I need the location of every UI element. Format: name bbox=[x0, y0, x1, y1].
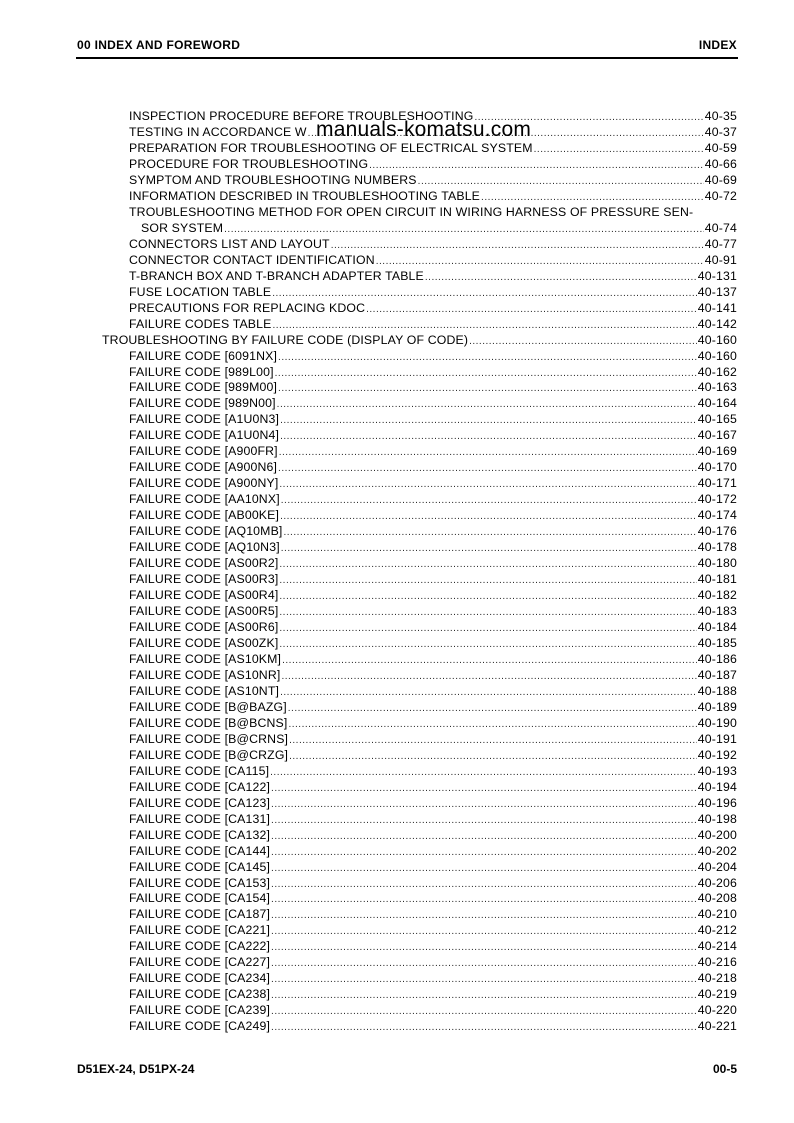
toc-entry-page[interactable]: 40-137 bbox=[697, 284, 737, 299]
toc-entry-title: FAILURE CODE [989L00] bbox=[129, 364, 274, 379]
toc-entry-page[interactable]: 40-198 bbox=[697, 811, 737, 826]
dot-leader bbox=[288, 717, 696, 733]
dot-leader bbox=[481, 190, 704, 206]
toc-entry-line bbox=[129, 189, 737, 206]
toc-entry[interactable] bbox=[0, 971, 794, 987]
toc-entry-line bbox=[129, 237, 737, 254]
toc-entry[interactable] bbox=[0, 412, 794, 428]
toc-entry-title: FAILURE CODE [CA123] bbox=[129, 795, 271, 810]
toc-entry-title: FAILURE CODE [CA115] bbox=[129, 763, 270, 778]
toc-entry-line bbox=[129, 157, 737, 174]
toc-entry-title: CONNECTOR CONTACT IDENTIFICATION bbox=[129, 252, 375, 267]
dot-leader bbox=[272, 286, 697, 302]
toc-entry[interactable] bbox=[0, 668, 794, 684]
toc-entry-line bbox=[129, 876, 737, 893]
toc-entry[interactable] bbox=[0, 955, 794, 971]
toc-entry-page[interactable]: 40-190 bbox=[697, 715, 737, 730]
toc-entry-title: FAILURE CODE [AS00R4] bbox=[129, 588, 279, 603]
toc-entry-page[interactable]: 40-183 bbox=[697, 604, 737, 619]
toc-entry-title: PROCEDURE FOR TROUBLESHOOTING bbox=[129, 156, 369, 171]
dot-leader bbox=[279, 621, 696, 637]
toc-entry-page[interactable]: 40-214 bbox=[697, 939, 737, 954]
toc-entry-line bbox=[129, 907, 737, 924]
toc-entry[interactable] bbox=[0, 1003, 794, 1019]
toc-entry-line bbox=[129, 1003, 737, 1020]
toc-entry-line bbox=[129, 380, 737, 397]
dot-leader bbox=[279, 477, 696, 493]
toc-entry-page[interactable]: 40-174 bbox=[697, 508, 737, 523]
toc-entry-title: FAILURE CODE [A900N6] bbox=[129, 460, 278, 475]
toc-entry-line bbox=[129, 444, 737, 461]
toc-entry-page[interactable]: 40-160 bbox=[697, 332, 737, 347]
toc-entry[interactable] bbox=[0, 700, 794, 716]
toc-entry-title: FAILURE CODE [CA227] bbox=[129, 955, 271, 970]
dot-leader bbox=[279, 589, 696, 605]
toc-entry-title: FAILURE CODE [989N00] bbox=[129, 396, 276, 411]
toc-entry-line bbox=[129, 572, 737, 589]
dot-leader bbox=[281, 541, 697, 557]
toc-entry-line bbox=[129, 396, 737, 413]
toc-entry-page[interactable]: 40-185 bbox=[697, 635, 737, 650]
toc-entry-page[interactable]: 40-162 bbox=[697, 364, 737, 379]
dot-leader bbox=[277, 397, 697, 413]
dot-leader bbox=[271, 988, 697, 1004]
toc-entry-line bbox=[129, 205, 737, 221]
toc-entry-title: FAILURE CODE [CA249] bbox=[129, 1019, 271, 1034]
toc-entry-line bbox=[129, 620, 737, 637]
toc-entry-title: FAILURE CODE [B@CRNS] bbox=[129, 731, 289, 746]
toc-entry-page[interactable]: 40-216 bbox=[697, 955, 737, 970]
dot-leader bbox=[279, 573, 696, 589]
header-section-title: 00 INDEX AND FOREWORD bbox=[77, 38, 241, 52]
dot-leader bbox=[271, 892, 697, 908]
toc-entry-line bbox=[129, 365, 737, 382]
dot-leader bbox=[280, 413, 697, 429]
toc-entry[interactable] bbox=[0, 780, 794, 796]
toc-entry-title: FAILURE CODE [CA153] bbox=[129, 875, 271, 890]
toc-entry-line bbox=[129, 556, 737, 573]
toc-entry-line bbox=[129, 636, 737, 653]
toc-entry-line bbox=[129, 349, 737, 366]
dot-leader bbox=[282, 653, 697, 669]
toc-entry-line bbox=[129, 524, 737, 541]
dot-leader bbox=[278, 381, 697, 397]
toc-entry[interactable] bbox=[0, 524, 794, 540]
dot-leader bbox=[288, 701, 697, 717]
dot-leader bbox=[271, 845, 697, 861]
toc-entry[interactable] bbox=[0, 508, 794, 524]
toc-entry-title: FAILURE CODE [989M00] bbox=[129, 380, 278, 395]
toc-entry[interactable] bbox=[0, 444, 794, 460]
toc-entry-page[interactable]: 40-131 bbox=[697, 268, 737, 283]
dot-leader bbox=[278, 461, 697, 477]
toc-entry-line bbox=[129, 604, 737, 621]
toc-entry-page[interactable]: 40-35 bbox=[704, 109, 737, 123]
toc-entry-title: FAILURE CODE [CA222] bbox=[129, 939, 271, 954]
dot-leader bbox=[270, 765, 697, 781]
toc-entry-line bbox=[129, 1019, 737, 1036]
dot-leader bbox=[278, 350, 697, 366]
toc-entry-line bbox=[129, 508, 737, 525]
toc-entry[interactable] bbox=[0, 285, 794, 301]
toc-entry[interactable] bbox=[0, 556, 794, 572]
header-page-title: INDEX bbox=[698, 38, 737, 52]
toc-entry-page[interactable]: 40-206 bbox=[697, 875, 737, 890]
toc-entry[interactable] bbox=[0, 860, 794, 876]
toc-entry[interactable] bbox=[0, 588, 794, 604]
dot-leader bbox=[271, 1020, 697, 1036]
toc-entry-title: INFORMATION DESCRIBED IN TROUBLESHOOTING TABLE bbox=[129, 188, 481, 203]
toc-entry-line bbox=[141, 221, 737, 238]
toc-entry-title: FAILURE CODE [A900NY] bbox=[129, 476, 279, 491]
toc-entry[interactable] bbox=[0, 828, 794, 844]
dot-leader bbox=[369, 158, 704, 174]
toc-entry[interactable] bbox=[0, 237, 794, 253]
toc-entry[interactable] bbox=[0, 876, 794, 892]
toc-entry-page[interactable]: 40-193 bbox=[697, 763, 737, 778]
toc-entry-title: FAILURE CODE [AS00R5] bbox=[129, 604, 279, 619]
toc-entry[interactable] bbox=[0, 684, 794, 700]
toc-entry[interactable] bbox=[0, 907, 794, 923]
toc-entry-line bbox=[129, 955, 737, 972]
toc-entry-page[interactable]: 40-200 bbox=[697, 827, 737, 842]
toc-entry-page[interactable]: 40-172 bbox=[697, 492, 737, 507]
toc-entry-line bbox=[129, 173, 737, 190]
dot-leader bbox=[273, 318, 697, 334]
toc-entry-page[interactable]: 40-189 bbox=[697, 699, 737, 714]
toc-entry-line bbox=[129, 412, 737, 429]
toc-entry[interactable] bbox=[0, 891, 794, 907]
toc-entry-line bbox=[129, 812, 737, 829]
toc-entry-page[interactable]: 40-184 bbox=[697, 620, 737, 634]
toc-entry-line bbox=[129, 764, 737, 781]
toc-entry[interactable] bbox=[0, 636, 794, 652]
dot-leader bbox=[280, 685, 697, 701]
dot-leader bbox=[271, 829, 697, 845]
toc-entry-title: CONNECTORS LIST AND LAYOUT bbox=[129, 236, 330, 251]
toc-entry[interactable] bbox=[0, 205, 794, 221]
dot-leader bbox=[271, 956, 697, 972]
toc-entry-title: FAILURE CODE [AS10KM] bbox=[129, 651, 282, 666]
dot-leader bbox=[281, 669, 696, 685]
toc-entry-title: FAILURE CODE [AS10NT] bbox=[129, 683, 280, 698]
toc-entry-page[interactable]: 40-192 bbox=[697, 747, 737, 762]
toc-entry[interactable] bbox=[0, 572, 794, 588]
toc-entry-page[interactable]: 40-204 bbox=[697, 859, 737, 874]
dot-leader bbox=[271, 940, 697, 956]
toc-entry-title: FAILURE CODE [6091NX] bbox=[129, 348, 278, 363]
toc-entry[interactable] bbox=[0, 652, 794, 668]
toc-entry-page[interactable]: 40-191 bbox=[697, 731, 737, 746]
toc-entry-line bbox=[102, 333, 737, 350]
dot-leader bbox=[289, 749, 697, 765]
toc-entry-page[interactable]: 40-167 bbox=[697, 428, 737, 443]
toc-entry-page[interactable]: 40-182 bbox=[697, 588, 737, 603]
toc-entry-line bbox=[129, 860, 737, 877]
toc-entry-title: FAILURE CODE [CA122] bbox=[129, 779, 271, 794]
dot-leader bbox=[284, 525, 697, 541]
dot-leader bbox=[280, 429, 697, 445]
toc-entry-page[interactable]: 40-180 bbox=[697, 556, 737, 571]
toc-entry[interactable] bbox=[0, 141, 794, 157]
toc-entry-line bbox=[129, 317, 737, 334]
toc-entry-page[interactable]: 40-72 bbox=[704, 188, 737, 203]
toc-entry[interactable] bbox=[0, 253, 794, 269]
toc-entry[interactable] bbox=[0, 476, 794, 492]
toc-entry-page[interactable]: 40-160 bbox=[697, 348, 737, 363]
toc-entry[interactable] bbox=[0, 380, 794, 396]
dot-leader bbox=[376, 254, 704, 270]
toc-entry-title: FAILURE CODE [AS10NR] bbox=[129, 667, 281, 682]
toc-entry-page[interactable]: 40-170 bbox=[697, 460, 737, 475]
toc-entry-page[interactable]: 40-171 bbox=[697, 476, 737, 491]
dot-leader bbox=[469, 334, 697, 350]
dot-leader bbox=[271, 797, 697, 813]
toc-entry-page[interactable]: 40-208 bbox=[697, 891, 737, 906]
toc-entry[interactable] bbox=[0, 157, 794, 173]
toc-entry-page[interactable]: 40-219 bbox=[697, 987, 737, 1002]
toc-entry-page[interactable]: 40-176 bbox=[697, 524, 737, 539]
toc-entry-page[interactable]: 40-141 bbox=[697, 300, 737, 315]
toc-entry-line bbox=[129, 971, 737, 988]
toc-entry-title: FAILURE CODE [CA154] bbox=[129, 891, 271, 906]
toc-entry-line bbox=[129, 923, 737, 940]
toc-entry-page[interactable]: 40-202 bbox=[697, 843, 737, 858]
toc-entry-title: FAILURE CODE [CA131] bbox=[129, 811, 271, 826]
toc-entry-title: FAILURE CODE [B@BAZG] bbox=[129, 699, 287, 714]
toc-entry-line bbox=[129, 939, 737, 956]
toc-entry-line bbox=[129, 700, 737, 717]
toc-entry-title-continued: SOR SYSTEM bbox=[141, 220, 224, 235]
toc-entry[interactable] bbox=[0, 604, 794, 620]
toc-entry-title: FAILURE CODE [CA187] bbox=[129, 907, 271, 922]
toc-entry-line bbox=[129, 540, 737, 557]
toc-entry-title: FAILURE CODE [B@BCNS] bbox=[129, 715, 288, 730]
toc-entry[interactable] bbox=[0, 301, 794, 317]
toc-entry[interactable] bbox=[0, 540, 794, 556]
toc-entry-line bbox=[129, 285, 737, 302]
toc-entry-page[interactable]: 40-66 bbox=[704, 156, 737, 171]
toc-entry-title: FAILURE CODE [A1U0N4] bbox=[129, 428, 280, 443]
toc-entry-line bbox=[129, 476, 737, 493]
toc-entry-page[interactable]: 40-37 bbox=[704, 124, 737, 139]
toc-entry[interactable] bbox=[0, 939, 794, 955]
toc-entry-line bbox=[129, 668, 737, 685]
toc-entry[interactable] bbox=[0, 748, 794, 764]
dot-leader bbox=[224, 222, 704, 238]
toc-entry-line bbox=[129, 588, 737, 605]
toc-entry-title: FAILURE CODE [CA221] bbox=[129, 923, 271, 938]
toc-entry[interactable] bbox=[0, 796, 794, 812]
toc-entry-title: FAILURE CODE [CA145] bbox=[129, 859, 271, 874]
dot-leader bbox=[280, 509, 697, 525]
toc-entry-page[interactable]: 40-165 bbox=[697, 412, 737, 427]
toc-entry[interactable] bbox=[0, 173, 794, 189]
dot-leader bbox=[331, 238, 704, 254]
toc-entry-title: TROUBLESHOOTING BY FAILURE CODE (DISPLAY OF CODE) bbox=[102, 332, 469, 347]
dot-leader bbox=[279, 445, 697, 461]
dot-leader bbox=[275, 366, 697, 382]
toc-entry[interactable] bbox=[0, 812, 794, 828]
toc-entry-title: FAILURE CODE [B@CRZG] bbox=[129, 747, 289, 762]
toc-entry-page[interactable]: 40-163 bbox=[697, 380, 737, 395]
toc-entry-page[interactable]: 40-196 bbox=[697, 795, 737, 810]
toc-entry-title: INSPECTION PROCEDURE BEFORE TROUBLESHOOTING bbox=[129, 109, 474, 123]
toc-entry-title: PREPARATION FOR TROUBLESHOOTING OF ELECTRICAL SYSTEM bbox=[129, 140, 533, 155]
footer-page-number: 00-5 bbox=[712, 1062, 737, 1076]
toc-entry-title: FAILURE CODE [AS00ZK] bbox=[129, 635, 279, 650]
toc-entry-page[interactable]: 40-142 bbox=[697, 316, 737, 331]
dot-leader bbox=[271, 813, 697, 829]
toc-entry-title: FAILURE CODES TABLE bbox=[129, 316, 272, 331]
dot-leader bbox=[271, 908, 697, 924]
toc-entry[interactable] bbox=[0, 987, 794, 1003]
toc-entry-line bbox=[129, 141, 737, 158]
toc-entry-page[interactable]: 40-210 bbox=[697, 907, 737, 922]
toc-entry-line bbox=[129, 732, 737, 749]
toc-entry-title: FAILURE CODE [AS00R2] bbox=[129, 556, 279, 571]
dot-leader bbox=[366, 302, 697, 318]
toc-entry[interactable] bbox=[0, 317, 794, 333]
toc-entry-title: FAILURE CODE [AQ10MB] bbox=[129, 524, 283, 539]
dot-leader bbox=[271, 877, 697, 893]
toc-entry-page[interactable]: 40-181 bbox=[697, 572, 737, 587]
watermark: manuals-komatsu.com bbox=[316, 118, 532, 141]
toc-entry-line bbox=[129, 748, 737, 765]
toc-entry-title: FAILURE CODE [CA144] bbox=[129, 843, 271, 858]
toc-entry-page[interactable]: 40-59 bbox=[704, 140, 737, 155]
toc-entry-page[interactable]: 40-77 bbox=[704, 236, 737, 251]
toc-entry-page[interactable]: 40-74 bbox=[704, 220, 737, 235]
toc-entry-line bbox=[129, 428, 737, 445]
toc-entry-continuation[interactable] bbox=[0, 221, 794, 237]
toc-entry[interactable] bbox=[0, 460, 794, 476]
table-of-contents bbox=[0, 109, 794, 1035]
toc-entry[interactable] bbox=[0, 844, 794, 860]
toc-entry-title: T-BRANCH BOX AND T-BRANCH ADAPTER TABLE bbox=[129, 268, 424, 283]
toc-entry-title: TROUBLESHOOTING METHOD FOR OPEN CIRCUIT IN WIRING HARNESS OF PRESSURE SEN- bbox=[129, 204, 694, 219]
dot-leader bbox=[425, 270, 697, 286]
toc-entry-title: FAILURE CODE [AA10NX] bbox=[129, 492, 280, 507]
dot-leader bbox=[418, 174, 704, 190]
toc-entry-title: FAILURE CODE [AQ10N3] bbox=[129, 540, 280, 555]
toc-entry-page[interactable]: 40-220 bbox=[697, 1003, 737, 1018]
dot-leader bbox=[271, 1004, 697, 1020]
dot-leader bbox=[279, 557, 696, 573]
toc-entry-line bbox=[129, 301, 737, 318]
toc-entry[interactable] bbox=[0, 492, 794, 508]
toc-entry-title: FAILURE CODE [A900FR] bbox=[129, 444, 278, 459]
toc-entry-page[interactable]: 40-187 bbox=[697, 667, 737, 682]
toc-entry-page[interactable]: 40-218 bbox=[697, 971, 737, 986]
toc-entry-line bbox=[129, 844, 737, 861]
footer-model: D51EX-24, D51PX-24 bbox=[77, 1062, 195, 1076]
toc-entry-line bbox=[129, 684, 737, 701]
toc-entry-page[interactable]: 40-69 bbox=[704, 172, 737, 187]
dot-leader bbox=[279, 605, 696, 621]
dot-leader bbox=[271, 972, 697, 988]
toc-entry-line bbox=[129, 796, 737, 813]
toc-entry[interactable] bbox=[0, 764, 794, 780]
toc-entry-page[interactable]: 40-91 bbox=[704, 252, 737, 267]
toc-entry-title: FAILURE CODE [AB00KE] bbox=[129, 508, 280, 523]
toc-entry-title: FUSE LOCATION TABLE bbox=[129, 284, 272, 299]
toc-entry-line bbox=[129, 891, 737, 908]
toc-entry-page[interactable]: 40-164 bbox=[697, 396, 737, 411]
toc-entry-title: FAILURE CODE [CA239] bbox=[129, 1003, 271, 1018]
dot-leader bbox=[279, 637, 696, 653]
toc-entry-line bbox=[129, 716, 737, 733]
toc-entry-line bbox=[129, 253, 737, 270]
toc-entry[interactable] bbox=[0, 396, 794, 412]
toc-entry-line bbox=[129, 460, 737, 477]
header-rule bbox=[76, 57, 738, 59]
dot-leader bbox=[271, 924, 697, 940]
toc-entry-page[interactable]: 40-221 bbox=[697, 1019, 737, 1034]
toc-entry[interactable] bbox=[0, 365, 794, 381]
toc-entry-title: FAILURE CODE [AS00R6] bbox=[129, 620, 279, 634]
toc-entry-line bbox=[129, 492, 737, 509]
toc-entry-title: SYMPTOM AND TROUBLESHOOTING NUMBERS bbox=[129, 172, 417, 187]
toc-entry[interactable] bbox=[0, 189, 794, 205]
toc-section-entry[interactable] bbox=[0, 333, 794, 349]
dot-leader bbox=[534, 142, 704, 158]
toc-entry-page[interactable]: 40-169 bbox=[697, 444, 737, 459]
toc-entry[interactable] bbox=[0, 923, 794, 939]
toc-entry-page[interactable]: 40-178 bbox=[697, 540, 737, 555]
toc-entry-line bbox=[129, 987, 737, 1004]
toc-entry-page[interactable]: 40-188 bbox=[697, 683, 737, 698]
toc-entry[interactable] bbox=[0, 716, 794, 732]
dot-leader bbox=[271, 861, 697, 877]
toc-entry[interactable] bbox=[0, 349, 794, 365]
toc-entry[interactable] bbox=[0, 269, 794, 285]
toc-entry-line bbox=[129, 828, 737, 845]
toc-entry-page[interactable]: 40-212 bbox=[697, 923, 737, 938]
toc-entry-title: FAILURE CODE [AS00R3] bbox=[129, 572, 279, 587]
toc-entry-title: FAILURE CODE [A1U0N3] bbox=[129, 412, 280, 427]
toc-entry-title: FAILURE CODE [CA238] bbox=[129, 987, 271, 1002]
toc-entry-page[interactable]: 40-186 bbox=[697, 651, 737, 666]
toc-entry-title: PRECAUTIONS FOR REPLACING KDOC bbox=[129, 300, 366, 315]
toc-entry-title: TESTING IN ACCORDANCE W bbox=[129, 124, 307, 139]
toc-entry-title: FAILURE CODE [CA132] bbox=[129, 827, 271, 842]
toc-entry[interactable] bbox=[0, 732, 794, 748]
toc-entry[interactable] bbox=[0, 1019, 794, 1035]
toc-entry-line bbox=[129, 269, 737, 286]
toc-entry-line bbox=[129, 652, 737, 669]
toc-entry-line bbox=[129, 780, 737, 797]
toc-entry-title: FAILURE CODE [CA234] bbox=[129, 971, 271, 986]
dot-leader bbox=[271, 781, 697, 797]
dot-leader bbox=[281, 493, 697, 509]
toc-entry-page[interactable]: 40-194 bbox=[697, 779, 737, 794]
toc-entry[interactable] bbox=[0, 620, 794, 636]
toc-entry[interactable] bbox=[0, 428, 794, 444]
dot-leader bbox=[289, 733, 697, 749]
